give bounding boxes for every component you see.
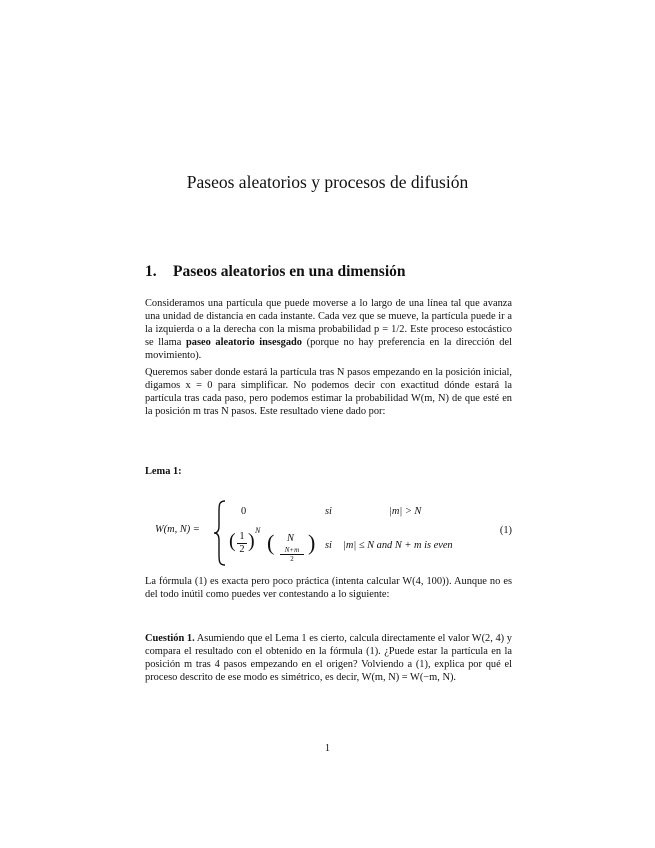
paragraph-1 xyxy=(145,297,512,362)
case1-si: si xyxy=(325,506,332,517)
equation-lhs: W(m, N) = xyxy=(155,524,200,535)
binom-bottom-fraction xyxy=(280,546,304,563)
binom-paren-open: ( xyxy=(267,530,275,555)
question-label: Cuestión 1. xyxy=(145,633,195,644)
section-number: 1. xyxy=(145,263,157,280)
document-title: Paseos aleatorios y procesos de difusión xyxy=(186,172,469,192)
paren-close-1: ) xyxy=(248,530,255,552)
question-text: Asumiendo que el Lema 1 es cierto, calcula directamente el valor W(2, 4) y compara el resultado con el obtenido en la fórmula (1). ¿Puede estar la partícula en la posición m tras 4 pasos empezando en el origen? Volviendo a (1), explica por qué el proceso descrito de ese modo es simétrico, es decir, W(m, N) = W(−m, N). xyxy=(145,633,512,684)
paragraph-1-text-b: (porque no hay preferencia en la dirección del movimiento). xyxy=(145,337,512,362)
binom-top: N xyxy=(287,533,294,544)
paren-open-1: ( xyxy=(229,530,236,552)
paragraph-3: La fórmula (1) es exacta pero poco práctica (intenta calcular W(4, 100)). Aunque no es del todo inútil como puedes ver contestando a lo siguiente: xyxy=(145,576,512,601)
binom-bottom-denominator: 2 xyxy=(290,555,294,563)
case1-value: 0 xyxy=(241,506,247,517)
half-exponent: N xyxy=(255,526,261,535)
case1-condition: |m| > N xyxy=(389,506,422,517)
case2-condition: |m| ≤ N and N + m is even xyxy=(343,540,453,551)
case2-si: si xyxy=(325,540,332,551)
section-title: Paseos aleatorios en una dimensión xyxy=(173,263,406,280)
half-denominator: 2 xyxy=(239,544,245,555)
paragraph-1-bold-term: paseo aleatorio insesgado xyxy=(185,337,302,349)
question-1 xyxy=(145,632,512,684)
paragraph-2: Queremos saber donde estará la partícula tras N pasos empezando en la posición inicial, digamos x = 0 para simplificar. No podemos decir con exactitud dónde estará la partícula tras cada paso, pero podemos estimar la probabilidad W(m, N) de que esté en la posición m tras N pasos. Este resultado viene dado por: xyxy=(145,367,512,418)
half-fraction xyxy=(237,531,247,556)
lemma-label: Lema 1: xyxy=(145,466,182,477)
binom-bottom-numerator: N+m xyxy=(280,546,304,555)
section-heading xyxy=(145,263,406,281)
equation-1 xyxy=(145,496,512,576)
page-number: 1 xyxy=(324,743,331,754)
half-numerator: 1 xyxy=(237,531,247,544)
left-brace-icon xyxy=(213,500,227,566)
paragraph-1-text-a: Consideramos una partícula que puede moverse a lo largo de una línea tal que avanza una unidad de distancia en cada instante. Cada vez que se mueve, la partícula puede ir a la izquierda o a la derecha con la misma probabilidad p = 1/2. Este proceso estocástico se llama xyxy=(145,298,512,349)
binom-paren-close: ) xyxy=(308,530,316,555)
equation-number: (1) xyxy=(499,525,512,536)
